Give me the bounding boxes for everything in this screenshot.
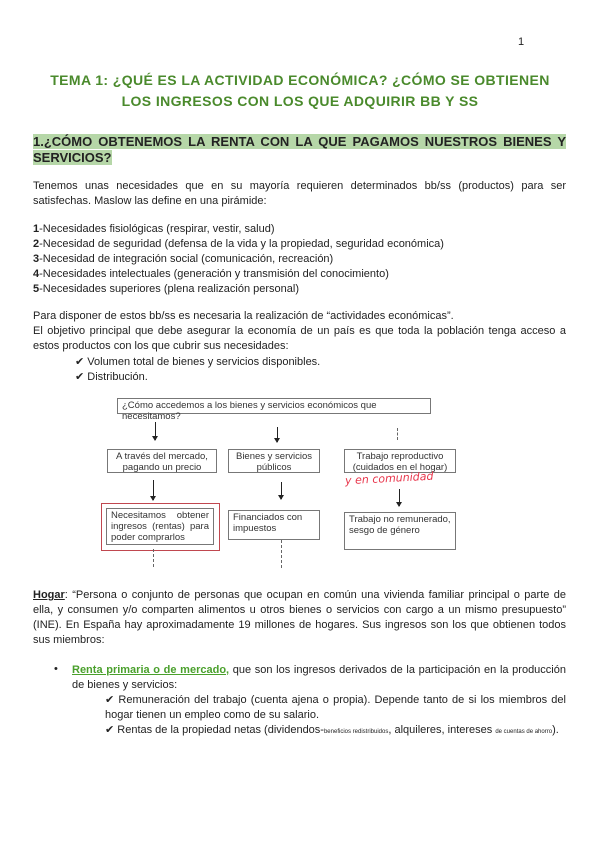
arrow-down-icon bbox=[153, 480, 154, 500]
document-title bbox=[40, 70, 560, 112]
need-item: 5-Necesidades superiores (plena realización personal) bbox=[33, 283, 299, 295]
need-item: 1-Necesidades fisiológicas (respirar, vestir, salud) bbox=[33, 223, 275, 235]
title-line-1: TEMA 1: ¿QUÉ ES LA ACTIVIDAD ECONÓMICA? ¿CÓMO SE OBTIENEN bbox=[50, 72, 550, 88]
diagram-box-income: Necesitamos obtener ingresos (rentas) para poder comprarlos bbox=[106, 508, 214, 545]
sub-item-property: ✔ Rentas de la propiedad netas (dividendos-beneficios redistribuidos, alquileres, intereses de cuentas de ahorro). bbox=[105, 724, 559, 736]
handwritten-annotation: y en comunidad bbox=[344, 469, 434, 488]
needs-list bbox=[33, 222, 566, 297]
check-item: ✔ Volumen total de bienes y servicios disponibles. bbox=[75, 356, 321, 368]
need-item: 3-Necesidad de integración social (comunicación, recreación) bbox=[33, 253, 334, 265]
dashed-connector bbox=[397, 428, 398, 440]
hogar-definition: Hogar: “Persona o conjunto de personas que ocupan en común una vivienda familiar principal o parte de ella, y consumen y/o comparten alimentos u otros bienes o servicios con cargo a un mismo presupuesto” (INE). En España hay aproximadamente 19 millones de hogares. Sus ingresos son los que obtienen todos sus miembros: bbox=[33, 589, 566, 646]
arrow-down-icon bbox=[281, 482, 282, 499]
diagram-box-reproductive: Trabajo reproductivo (cuidados en el hogar) bbox=[344, 449, 456, 473]
arrow-down-icon bbox=[399, 489, 400, 506]
title-line-2: LOS INGRESOS CON LOS QUE ADQUIRIR BB Y SS bbox=[121, 93, 479, 109]
need-item: 4-Necesidades intelectuales (generación y transmisión del conocimiento) bbox=[33, 268, 389, 280]
section-heading-text: 1.¿CÓMO OBTENEMOS LA RENTA CON LA QUE PAGAMOS NUESTROS BIENES Y SERVICIOS? bbox=[33, 134, 566, 165]
paragraph-objective: El objetivo principal que debe asegurar la economía de un país es que toda la población tenga acceso a estos productos con los que cubrir sus necesidades: bbox=[33, 325, 566, 352]
bullet-primary-income: Renta primaria o de mercado, que son los ingresos derivados de la participación en la producción de bienes y servicios: bbox=[72, 664, 566, 691]
page-number: 1 bbox=[518, 36, 525, 48]
diagram-box-market: A través del mercado, pagando un precio bbox=[107, 449, 217, 473]
paragraph-activities: Para disponer de estos bb/ss es necesaria la realización de “actividades económicas”. bbox=[33, 310, 454, 322]
diagram-box-unpaid: Trabajo no remunerado, sesgo de género bbox=[344, 512, 456, 550]
arrow-down-icon bbox=[277, 427, 278, 442]
check-item: ✔ Distribución. bbox=[75, 371, 148, 383]
arrow-down-icon bbox=[155, 422, 156, 440]
diagram-box-public: Bienes y servicios públicos bbox=[228, 449, 320, 473]
diagram-box-taxes: Financiados con impuestos bbox=[228, 510, 320, 540]
bullet-icon: • bbox=[54, 663, 58, 675]
dashed-connector bbox=[281, 540, 282, 568]
section-heading bbox=[33, 134, 566, 166]
primary-income-link: Renta primaria o de mercado, bbox=[72, 664, 230, 676]
dashed-connector bbox=[153, 549, 154, 567]
diagram-question-box: ¿Cómo accedemos a los bienes y servicios económicos que necesitamos? bbox=[117, 398, 431, 414]
sub-item-work: ✔ Remuneración del trabajo (cuenta ajena o propia). Depende tanto de si los miembros del hogar tienen un empleo como de su salario. bbox=[105, 694, 566, 721]
intro-paragraph: Tenemos unas necesidades que en su mayoría requieren determinados bb/ss (productos) para ser satisfechas. Maslow las define en una pirámide: bbox=[33, 180, 566, 207]
need-item: 2-Necesidad de seguridad (defensa de la vida y la propiedad, seguridad económica) bbox=[33, 238, 444, 250]
